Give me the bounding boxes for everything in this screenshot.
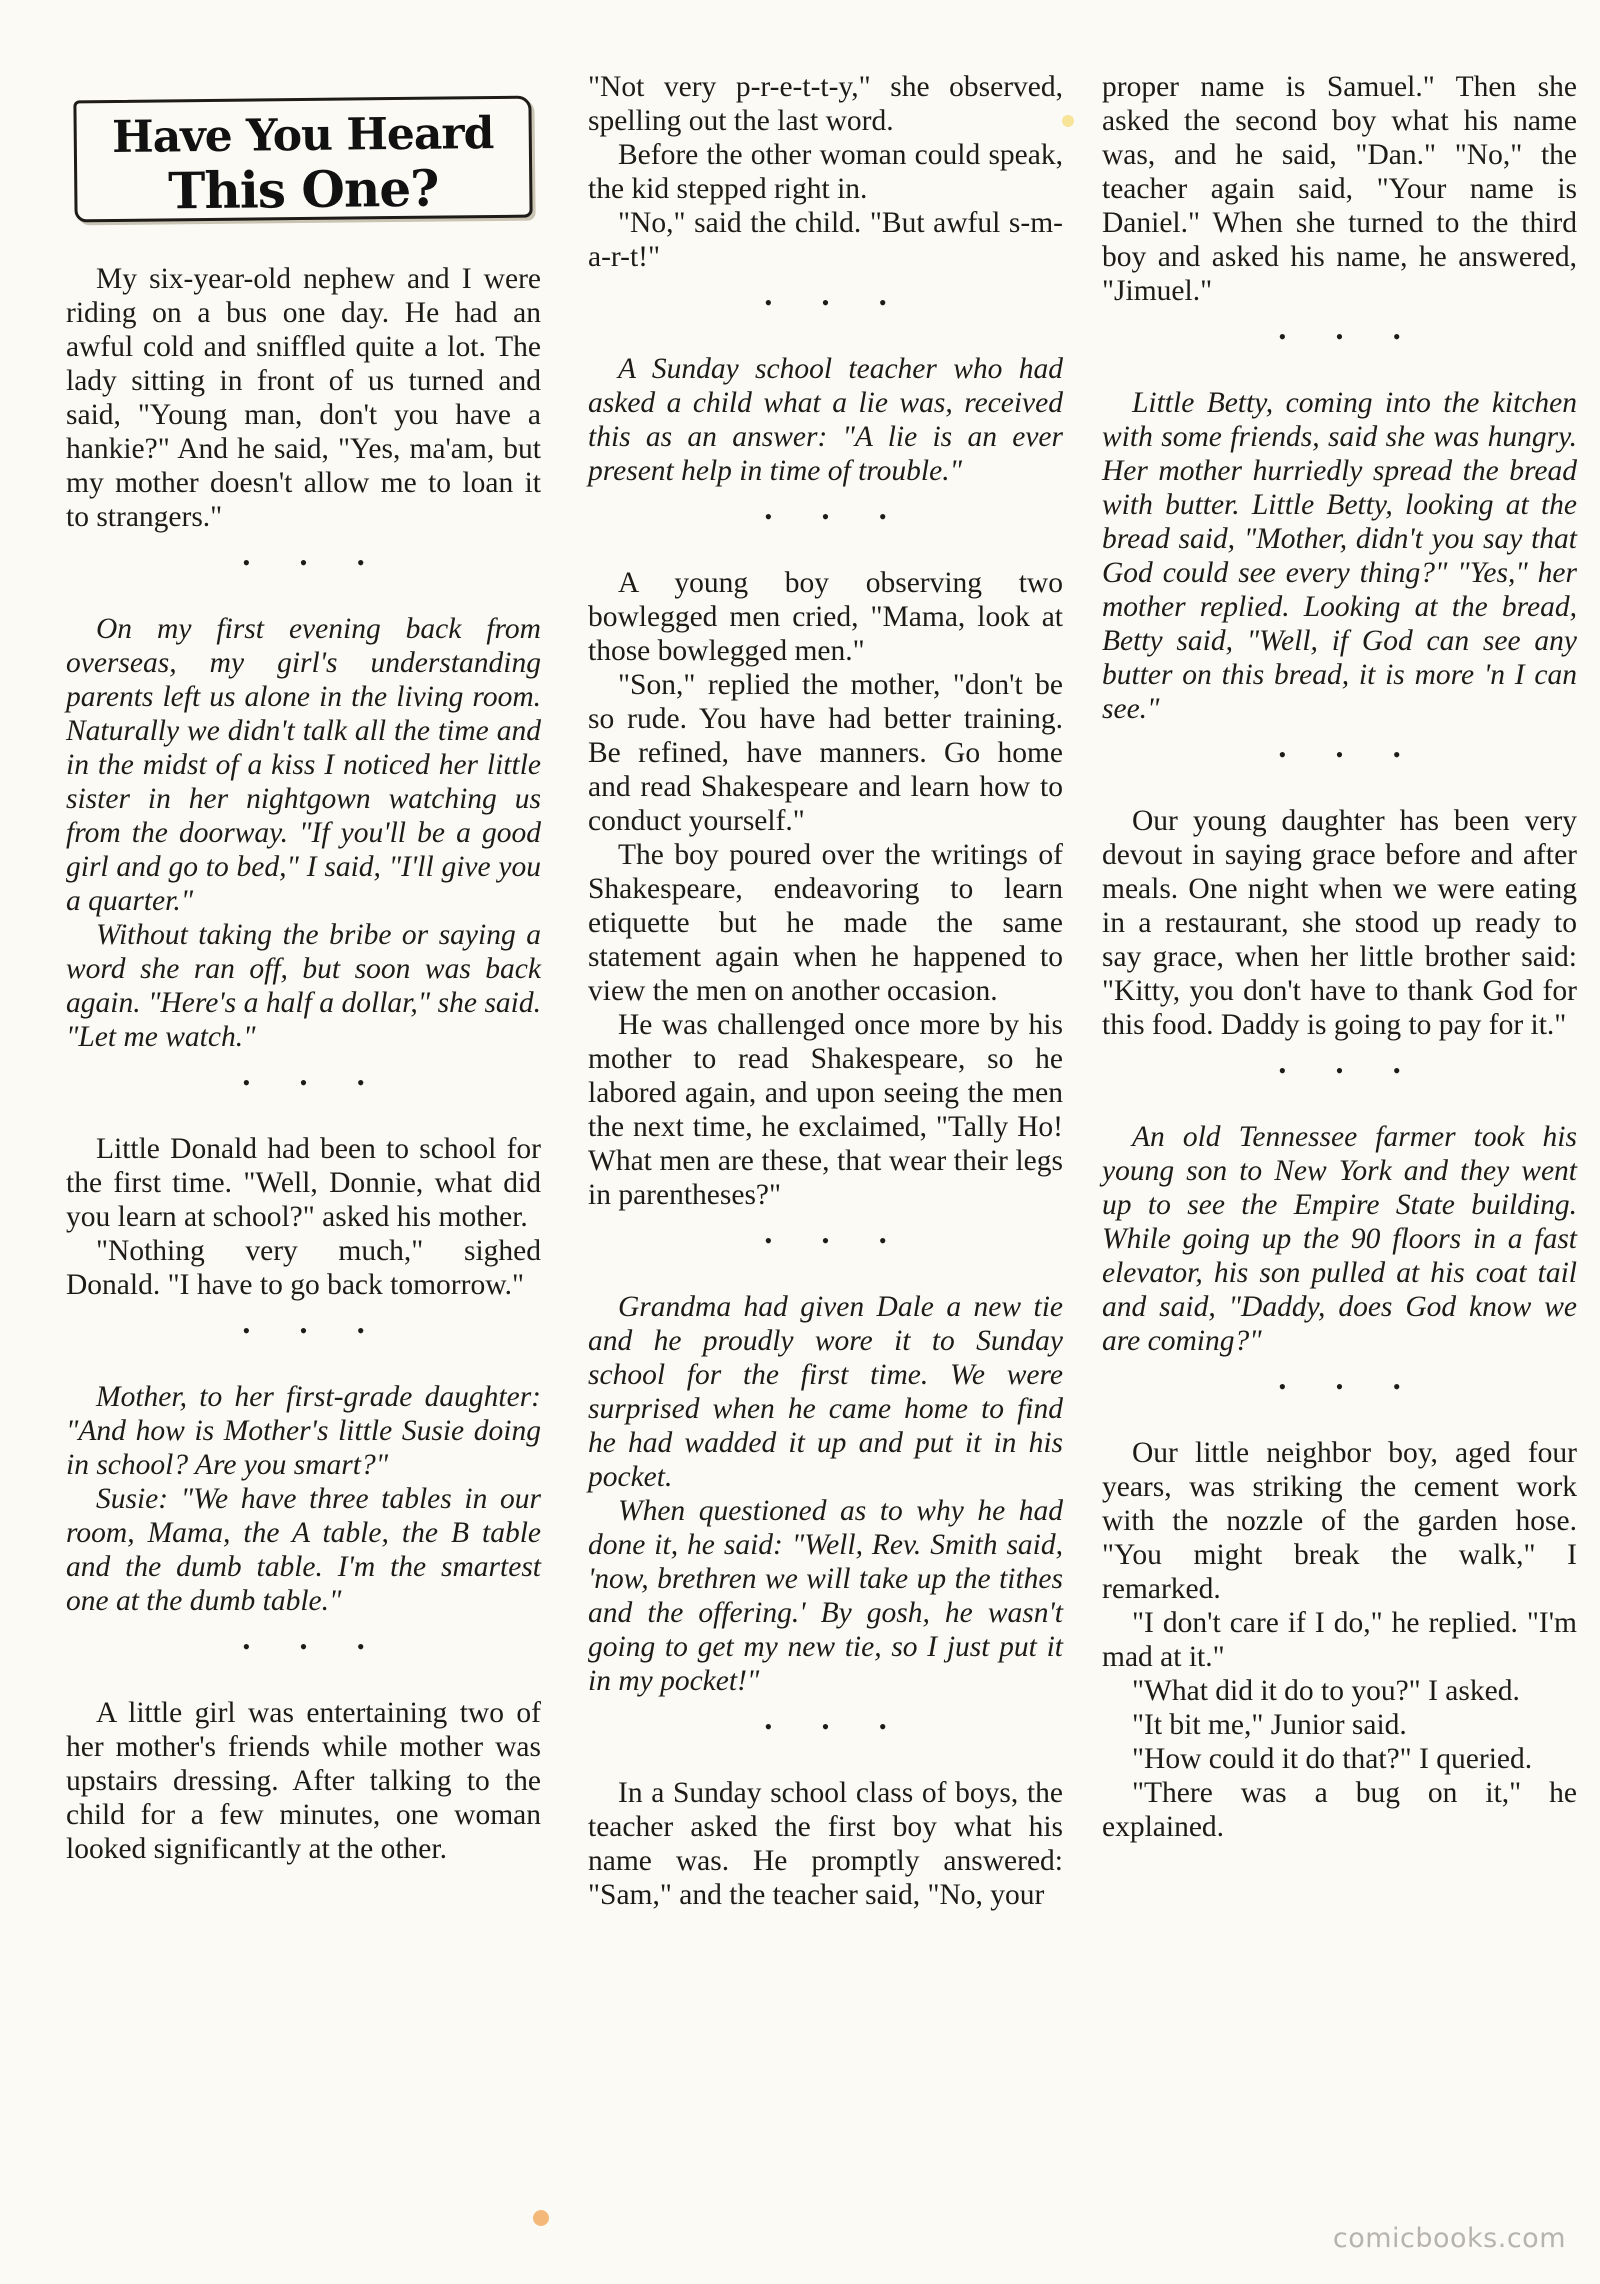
paper-stain [533, 2210, 549, 2226]
story-paragraph: When questioned as to why he had done it, he said: "Well, Rev. Smith said, 'now, brethren we will take up the tithes and the offering.' By gosh, he wasn't going to get my new tie, so I just put it in my pocket!" [588, 1495, 1063, 1697]
joke-story [588, 70, 1063, 274]
joke-story [66, 1380, 541, 1618]
story-separator: • • • [1278, 324, 1423, 349]
story-separator: • • • [1278, 742, 1423, 767]
story-paragraph: A Sunday school teacher who had asked a child what a lie was, received this as an answer: "A lie is an ever present help in time of trouble." [588, 353, 1063, 487]
column-3 [1102, 70, 1577, 1860]
story-separator: • • • [242, 1318, 387, 1343]
story-separator: • • • [764, 1714, 909, 1739]
title-line-1: Have You Heard [111, 108, 494, 163]
story-paragraph: Our little neighbor boy, aged four years, was striking the cement work with the nozzle of the garden hose. "You might break the walk," I remarked. [1102, 1437, 1577, 1605]
joke-story [588, 1776, 1063, 1912]
joke-story [588, 566, 1063, 1212]
story-paragraph: "Not very p-r-e-t-t-y," she observed, spelling out the last word. [588, 71, 1063, 137]
joke-story [66, 1696, 541, 1866]
story-paragraph: "Son," replied the mother, "don't be so rude. You have had better training. Be refined, have manners. Go home and read Shakespeare and learn how to conduct yourself." [588, 669, 1063, 837]
story-paragraph: An old Tennessee farmer took his young son to New York and they went up to see the Empire State building. While going up the 90 floors in a fast elevator, his son pulled at his coat tail and said, "Daddy, does God know we are coming?" [1102, 1121, 1577, 1357]
story-separator: • • • [764, 290, 909, 315]
story-paragraph: My six-year-old nephew and I were riding on a bus one day. He had an awful cold and sniffled quite a lot. The lady sitting in front of us turned and said, "Young man, don't you have a hankie?" And he said, "Yes, ma'am, but my mother doesn't allow me to loan it to strangers." [66, 263, 541, 533]
story-paragraph: proper name is Samuel." Then she asked the second boy what his name was, and he said, "Dan." "No," the teacher again said, "Your name is Daniel." When she turned to the third boy and asked his name, he answered, "Jimuel." [1102, 71, 1577, 307]
story-paragraph: "It bit me," Junior said. [1132, 1709, 1407, 1741]
column-1 [66, 262, 541, 1882]
joke-story [588, 1290, 1063, 1698]
story-paragraph: Little Betty, coming into the kitchen with some friends, said she was hungry. Her mother hurriedly spread the bread with butter. Little Betty, looking at the bread said, "Mother, didn't you say that God could see every thing?" "Yes," her mother replied. Looking at the bread, Betty said, "Well, if God can see any butter on this bread, it is more 'n I can see." [1102, 387, 1577, 725]
story-paragraph: "What did it do to you?" I asked. [1132, 1675, 1520, 1707]
story-separator: • • • [1278, 1058, 1423, 1083]
story-paragraph: He was challenged once more by his mother to read Shakespeare, so he labored again, and upon seeing the men the next time, he exclaimed, "Tally Ho! What men are these, that wear their legs in parentheses?" [588, 1009, 1063, 1211]
joke-story [588, 352, 1063, 488]
story-paragraph: A little girl was entertaining two of her mother's friends while mother was upstairs dressing. After talking to the child for a few minutes, one woman looked significantly at the other. [66, 1697, 541, 1865]
joke-story [66, 612, 541, 1054]
story-separator: • • • [242, 1634, 387, 1659]
story-paragraph: Grandma had given Dale a new tie and he proudly wore it to Sunday school for the first time. We were surprised when he came home to find he had wadded it up and put it in his pocket. [588, 1291, 1063, 1493]
story-separator: • • • [764, 1228, 909, 1253]
story-paragraph: "Nothing very much," sighed Donald. "I have to go back tomorrow." [66, 1235, 541, 1301]
column-2 [588, 70, 1063, 1928]
story-paragraph: Mother, to her first-grade daughter: "And how is Mother's little Susie doing in school? Are you smart?" [66, 1381, 541, 1481]
joke-story [1102, 1120, 1577, 1358]
story-paragraph: The boy poured over the writings of Shakespeare, endeavoring to learn etiquette but he made the same statement again when he happened to view the men on another occasion. [588, 839, 1063, 1007]
joke-story [1102, 70, 1577, 308]
story-separator: • • • [242, 1070, 387, 1095]
story-paragraph: In a Sunday school class of boys, the teacher asked the first boy what his name was. He promptly answered: "Sam," and the teacher said, "No, your [588, 1777, 1063, 1911]
joke-story [66, 262, 541, 534]
story-paragraph: Susie: "We have three tables in our room, Mama, the A table, the B table and the dumb table. I'm the smartest one at the dumb table." [66, 1483, 541, 1617]
story-paragraph: "No," said the child. "But awful s-m-a-r-t!" [588, 207, 1063, 273]
story-separator: • • • [764, 504, 909, 529]
story-paragraph: "How could it do that?" I queried. [1132, 1743, 1533, 1775]
story-paragraph: "There was a bug on it," he explained. [1102, 1777, 1577, 1843]
story-paragraph: Little Donald had been to school for the first time. "Well, Donnie, what did you learn at school?" asked his mother. [66, 1133, 541, 1233]
joke-story [66, 1132, 541, 1302]
story-paragraph: Without taking the bribe or saying a word she ran off, but soon was back again. "Here's a half a dollar," she said. "Let me watch." [66, 919, 541, 1053]
joke-story [1102, 1436, 1577, 1844]
title-line-2: This One? [167, 158, 439, 221]
story-separator: • • • [242, 550, 387, 575]
joke-story [1102, 386, 1577, 726]
story-separator: • • • [1278, 1374, 1423, 1399]
story-paragraph: Our young daughter has been very devout in saying grace before and after meals. One night when we were eating in a restaurant, she stood up ready to say grace, when her little brother said: "Kitty, you don't have to thank God for this food. Daddy is going to pay for it." [1102, 805, 1577, 1041]
story-paragraph: "I don't care if I do," he replied. "I'm mad at it." [1102, 1607, 1577, 1673]
story-paragraph: Before the other woman could speak, the kid stepped right in. [588, 139, 1063, 205]
joke-story [1102, 804, 1577, 1042]
paper-stain [1062, 115, 1074, 127]
story-paragraph: A young boy observing two bowlegged men cried, "Mama, look at those bowlegged men." [588, 567, 1063, 667]
story-paragraph: On my first evening back from overseas, my girl's understanding parents left us alone in the living room. Naturally we didn't talk all the time and in the midst of a kiss I noticed her little sister in her nightgown watching us from the doorway. "If you'll be a good girl and go to bed," I said, "I'll give you a quarter." [66, 613, 541, 917]
watermark: comicbooks.com [1332, 2223, 1566, 2254]
title-banner [73, 96, 532, 223]
